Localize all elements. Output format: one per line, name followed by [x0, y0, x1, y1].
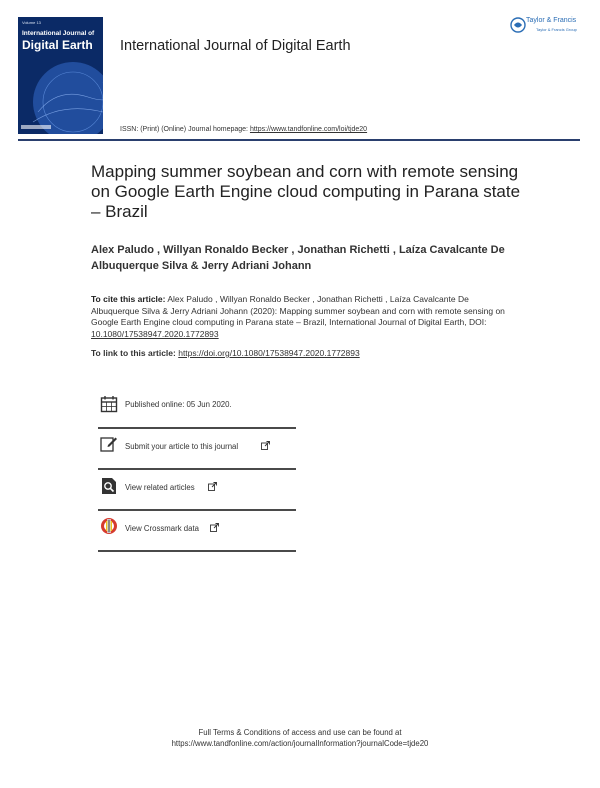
row-divider [98, 427, 296, 429]
journal-title: International Journal of Digital Earth [120, 38, 351, 54]
row-divider [98, 468, 296, 470]
journal-cover [18, 17, 103, 134]
external-link-icon [261, 441, 270, 450]
related-articles-icon [100, 477, 118, 495]
publisher-logo-icon [510, 17, 526, 33]
published-online-label: Published online: 05 Jun 2020. [125, 400, 232, 409]
publisher-logo-sub: Taylor & Francis Group [536, 27, 577, 32]
publisher-logo[interactable] [508, 16, 588, 38]
submit-article-label: Submit your article to this journal [125, 442, 239, 451]
published-online-row [98, 389, 296, 429]
issn-prefix: ISSN: (Print) (Online) Journal homepage: [120, 126, 250, 133]
footer-terms-line: Full Terms & Conditions of access and use can be found at [198, 728, 402, 737]
calendar-icon [100, 395, 118, 413]
article-title: Mapping summer soybean and corn with remote sensing on Google Earth Engine cloud computing in Parana state – Brazil [91, 162, 521, 221]
external-link-icon [210, 523, 219, 532]
citation-text: Alex Paludo , Willyan Ronaldo Becker , Jonathan Richetti , Laíza Cavalcante De Albuquerque Silva & Jerry Adriani Johann (2020): Mapping summer soybean and corn with remote sensing on Google Earth Engine cloud computing in Parana state – Brazil, International Journal of Digital Earth, DOI: [91, 294, 505, 327]
crossmark-label: View Crossmark data [125, 524, 199, 533]
submit-article-row[interactable] [98, 430, 296, 470]
external-link-icon [208, 482, 217, 491]
issn-line [120, 126, 367, 133]
article-doi-link[interactable]: https://doi.org/10.1080/17538947.2020.1772893 [178, 348, 360, 358]
header-divider [18, 139, 580, 141]
publisher-logo-name: Taylor & Francis [526, 17, 577, 24]
crossmark-icon [100, 517, 118, 535]
article-authors: Alex Paludo , Willyan Ronaldo Becker , Jonathan Richetti , Laíza Cavalcante De Albuquerque Silva & Jerry Adriani Johann [91, 244, 505, 272]
citation-label: To cite this article: [91, 294, 166, 304]
crossmark-row[interactable] [98, 512, 296, 552]
article-link-line [91, 348, 360, 358]
cover-title-line1: International Journal of [22, 30, 95, 37]
cover-title-line2: Digital Earth [22, 38, 93, 52]
journal-homepage-link[interactable]: https://www.tandfonline.com/loi/tjde20 [249, 126, 368, 133]
row-divider [98, 509, 296, 511]
footer-url-line[interactable]: https://www.tandfonline.com/action/journalInformation?journalCode=tjde20 [171, 739, 429, 748]
citation-block [91, 294, 511, 340]
citation-doi-link[interactable]: 10.1080/17538947.2020.1772893 [91, 328, 219, 339]
link-label: To link to this article: [91, 348, 179, 358]
cover-top-label: Volume 13 [22, 20, 41, 25]
edit-icon [100, 435, 118, 453]
row-divider [98, 550, 296, 552]
related-articles-label: View related articles [125, 483, 195, 492]
related-articles-row[interactable] [98, 471, 296, 511]
